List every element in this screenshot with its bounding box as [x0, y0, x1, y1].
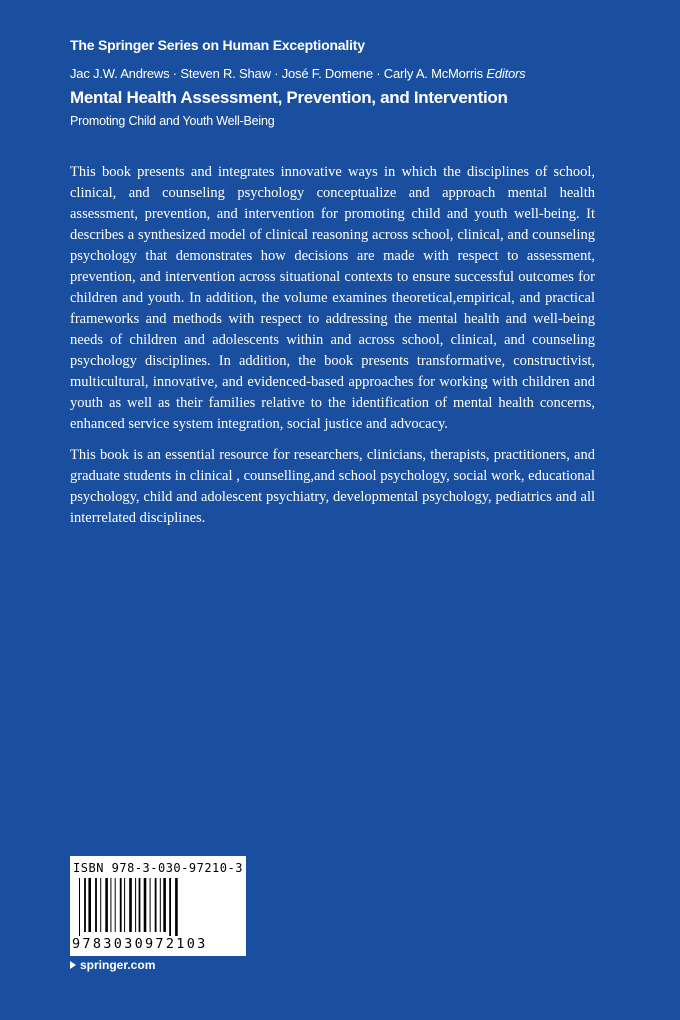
barcode-bar	[155, 878, 157, 932]
barcode-bar	[175, 878, 178, 936]
barcode-bar	[169, 878, 171, 936]
arrow-right-icon	[70, 961, 76, 969]
barcode-bar	[105, 878, 108, 932]
series-title: The Springer Series on Human Exceptionality	[70, 37, 365, 53]
barcode-bar	[88, 878, 91, 932]
barcode-digits: 9783030972103	[72, 936, 208, 952]
barcode-bar	[79, 878, 80, 936]
blurb-paragraph-2: This book is an essential resource for researchers, clinicians, therapists, practitioners, and graduate students in clinical , counselling,and school psychology, social work, educational psychology, child and adolescent psychiatry, developmental psychology, pediatrics and all interrelated disciplines.	[70, 447, 595, 526]
barcode-bar	[144, 878, 147, 932]
blurb-paragraph-1: This book presents and integrates innovative ways in which the disciplines of school, clinical, and counseling psychology conceptualize and approach mental health assessment, prevention, and intervention for promoting child and youth well-being. It describes a synthesized model of clinical reasoning across school, clinical, and counseling psychology that demonstrates how decisions are made with respect to assessment, prevention, and intervention across situational contexts to ensure successful outcomes for children and youth. In addition, the volume examines theoretical,empirical, and practical frameworks and methods with respect to addressing the mental health and well-being needs of children and adolescents within and across school, clinical, and counseling psychology disciplines. In addition, the book presents transformative, constructivist, multicultural, innovative, and evidenced-based approaches for working with children and youth as well as their families relative to the identification of mental health concerns, enhanced service system integration, social justice and advocacy.	[70, 164, 595, 432]
book-title: Mental Health Assessment, Prevention, and Intervention	[70, 88, 508, 107]
barcode-bar	[163, 878, 166, 932]
barcode-bar	[100, 878, 101, 932]
barcode	[70, 856, 246, 956]
barcode-bar	[84, 878, 86, 932]
editors-line	[70, 66, 525, 81]
barcode-bar	[115, 878, 116, 932]
barcode-bar	[135, 878, 136, 932]
barcode-bar	[95, 878, 97, 932]
publisher-url: springer.com	[80, 958, 156, 972]
editors-names: Jac J.W. Andrews · Steven R. Shaw · José F. Domene · Carly A. McMorris	[70, 66, 483, 81]
barcode-bar	[129, 878, 132, 932]
barcode-bar	[160, 878, 161, 932]
blurb	[70, 162, 595, 539]
barcode-bars-icon	[78, 878, 238, 936]
editors-label: Editors	[486, 66, 526, 81]
barcode-bar	[139, 878, 141, 932]
barcode-bar	[124, 878, 125, 932]
publisher-link[interactable]	[70, 958, 155, 972]
barcode-bar	[150, 878, 151, 932]
barcode-bar	[120, 878, 122, 932]
barcode-bar	[110, 878, 111, 932]
isbn-label: ISBN 978-3-030-97210-3	[73, 861, 243, 875]
book-subtitle: Promoting Child and Youth Well-Being	[70, 114, 275, 128]
